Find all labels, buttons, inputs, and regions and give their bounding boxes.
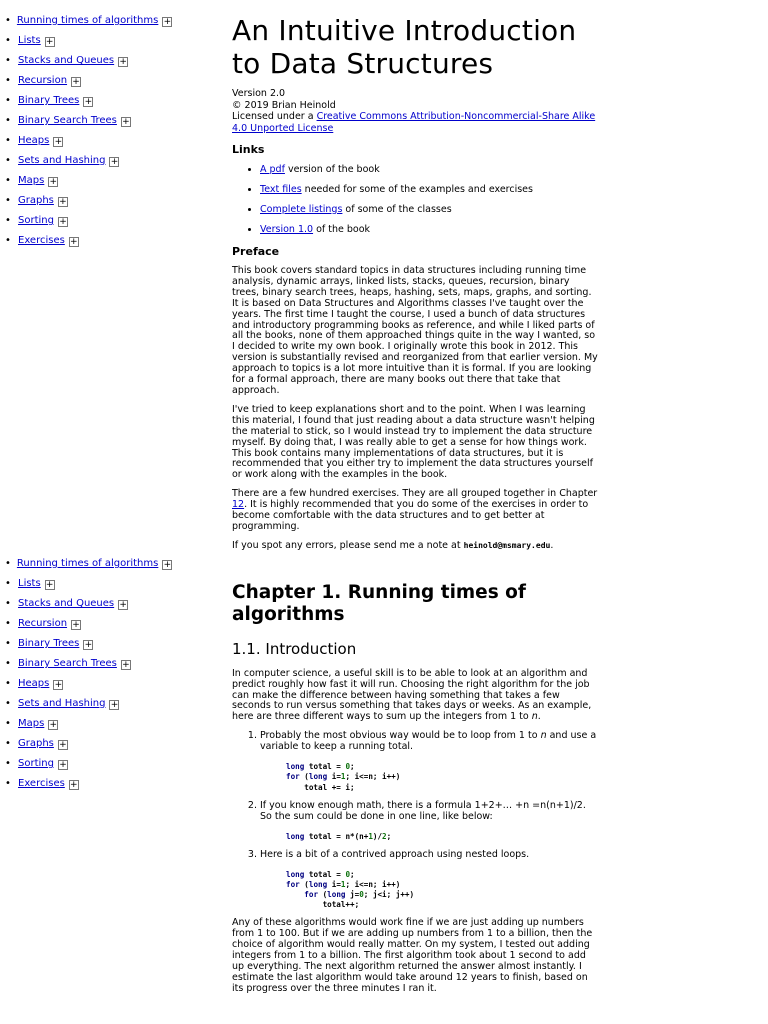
preface-paragraph: This book covers standard topics in data structures including running time analysis, dynamic arrays, linked lists, stacks, queues, recursion, binary trees, binary search trees, heaps, hashing, sets, maps, graphs, and sorting. It is based on Data Structures and Algorithms classes I've taught over the years. The first time I taught the course, I used a bunch of data structures and introductory programming books as reference, and while I liked parts of all the books, none of them approached things quite in the way I wanted, so I decided to write my own book. I originally wrote this book in 2012. This version is substantially revised and reorganized from that earlier version. My approach to topics is a lot more intuitive than it is formal. If you are looking for a formal approach, there are many books out there that take that approach. bbox=[232, 265, 598, 396]
toc-link[interactable]: Maps bbox=[18, 718, 45, 729]
toc-item bbox=[5, 717, 195, 730]
expand-icon[interactable]: + bbox=[70, 237, 78, 247]
outro-paragraph: Any of these algorithms would work fine if we are just adding up numbers from 1 to 100. But if we are adding up numbers from 1 to a billion, then the choice of algorithm would really matter. On my system, I tested out adding integers from 1 to a billion. The first algorithm took about 1 second to add up everything. The next algorithm returned the answer almost instantly. I estimate the last algorithm would take around 12 years to finish, based on its progress over the three minutes I ran it. bbox=[232, 917, 593, 994]
section-title: 1.1. Introduction bbox=[232, 639, 357, 658]
toc-item bbox=[5, 214, 195, 227]
preface-paragraph: There are a few hundred exercises. They are all grouped together in Chapter 12. It is highly recommended that you do some of the exercises in order to become comfortable with the data structures and to get better at programming. bbox=[232, 488, 598, 532]
toc-item bbox=[5, 194, 195, 207]
toc-link-running-times[interactable]: Running times of algorithms bbox=[16, 15, 159, 26]
method-item: 2. If you know enough math, there is a formula 1+2+… +n =n(n+1)/2. So the sum could be done in one line, like below: long total = n*(n+1)/2; bbox=[260, 801, 598, 842]
toc-link[interactable]: Maps bbox=[18, 175, 45, 186]
links-item: • Complete listings of some of the classes bbox=[260, 204, 598, 215]
preface-paragraph: If you spot any errors, please send me a note at heinold@msmary.edu. bbox=[232, 539, 554, 551]
email-address: heinold@msmary.edu bbox=[463, 540, 551, 550]
copyright-text: © 2019 Brian Heinold bbox=[232, 99, 336, 111]
toc-item bbox=[5, 617, 195, 630]
toc-link[interactable]: Lists bbox=[18, 578, 41, 589]
links-item: • A pdf version of the book bbox=[260, 164, 598, 175]
links-heading: Links bbox=[232, 143, 265, 156]
toc-item bbox=[5, 757, 195, 770]
toc-link[interactable]: Heaps bbox=[18, 678, 50, 689]
version-1-link[interactable]: Version 1.0 bbox=[260, 224, 314, 235]
links-item: • Version 1.0 of the book bbox=[260, 224, 598, 235]
expand-icon[interactable]: + bbox=[59, 197, 67, 207]
toc-link[interactable]: Binary Trees bbox=[18, 95, 80, 106]
toc-item bbox=[5, 597, 195, 610]
toc-link[interactable]: Sorting bbox=[18, 215, 54, 226]
code-block: long total = 0; for (long i=1; i<=n; i++) total += i; bbox=[286, 762, 401, 792]
expand-icon[interactable]: + bbox=[119, 57, 127, 67]
expand-icon[interactable]: + bbox=[54, 137, 63, 147]
intro-paragraph: In computer science, a useful skill is to be able to look at an algorithm and predict roughly how fast it will run. Choosing the right algorithm for the job can make the difference between having something that takes a few seconds to run versus something that takes days or weeks. As an example, here are three different ways to sum up the integers from 1 to n. bbox=[232, 667, 592, 723]
toc-item bbox=[5, 577, 195, 590]
toc-item bbox=[5, 677, 195, 690]
toc-item bbox=[5, 657, 195, 670]
expand-icon[interactable]: + bbox=[49, 177, 58, 187]
toc-link[interactable]: Stacks and Queues bbox=[18, 55, 115, 66]
chapter-title: Chapter 1. Running times of algorithms bbox=[232, 581, 526, 625]
toc-link[interactable]: Sorting bbox=[18, 758, 54, 769]
license-link[interactable]: Creative Commons Attribution-Noncommercial-Share Alike 4.0 Unported License bbox=[232, 111, 596, 134]
version-text: Version 2.0 bbox=[232, 88, 286, 99]
toc-list bbox=[5, 34, 195, 247]
expand-icon[interactable]: + bbox=[163, 560, 172, 570]
toc-item bbox=[5, 234, 195, 247]
table-of-contents-repeat bbox=[5, 557, 195, 797]
expand-icon[interactable]: + bbox=[70, 780, 78, 790]
toc-link[interactable]: Lists bbox=[18, 35, 41, 46]
expand-icon[interactable]: + bbox=[84, 640, 93, 650]
toc-link[interactable]: Sets and Hashing bbox=[18, 698, 106, 709]
expand-icon[interactable]: + bbox=[110, 700, 119, 710]
toc-link[interactable]: Stacks and Queues bbox=[18, 598, 115, 609]
expand-icon[interactable]: + bbox=[59, 740, 67, 750]
expand-icon[interactable]: + bbox=[122, 117, 130, 127]
toc-link[interactable]: Binary Search Trees bbox=[18, 115, 117, 126]
table-of-contents bbox=[5, 14, 195, 254]
toc-item bbox=[5, 174, 195, 187]
toc-item bbox=[5, 777, 195, 790]
links-list bbox=[232, 164, 598, 235]
main-content bbox=[232, 14, 598, 1003]
links-item: • Text files needed for some of the examples and exercises bbox=[260, 184, 598, 195]
toc-item bbox=[5, 54, 195, 67]
expand-icon[interactable]: + bbox=[84, 97, 93, 107]
toc-item bbox=[5, 134, 195, 147]
toc-link[interactable]: Recursion bbox=[18, 618, 68, 629]
text-files-link[interactable]: Text files bbox=[260, 184, 302, 195]
toc-link-running-times[interactable]: Running times of algorithms bbox=[16, 558, 159, 569]
toc-item bbox=[5, 737, 195, 750]
toc-link[interactable]: Exercises bbox=[18, 235, 65, 246]
toc-item bbox=[5, 94, 195, 107]
expand-icon[interactable]: + bbox=[59, 760, 67, 770]
toc-item bbox=[5, 154, 195, 167]
toc-item bbox=[5, 697, 195, 710]
toc-link[interactable]: Exercises bbox=[18, 778, 65, 789]
expand-icon[interactable]: + bbox=[45, 580, 54, 590]
expand-icon[interactable]: + bbox=[54, 680, 63, 690]
chapter-12-link[interactable]: 12 bbox=[232, 499, 245, 511]
expand-icon[interactable]: + bbox=[122, 660, 130, 670]
toc-item bbox=[5, 74, 195, 87]
expand-icon[interactable]: + bbox=[72, 620, 80, 630]
toc-link[interactable]: Binary Search Trees bbox=[18, 658, 117, 669]
method-item: 1. Probably the most obvious way would be to loop from 1 to n and use a variable to keep a running total. long total = 0; for (long i=1; i<=n; i++) total += i; bbox=[260, 731, 598, 792]
toc-item bbox=[5, 637, 195, 650]
toc-item-running-times bbox=[5, 557, 195, 570]
toc-item-running-times bbox=[5, 14, 195, 27]
expand-icon[interactable]: + bbox=[45, 37, 54, 47]
page-title: An Intuitive Introduction to Data Structures bbox=[232, 14, 577, 80]
pdf-link[interactable]: A pdf bbox=[260, 164, 285, 175]
code-block: long total = n*(n+1)/2; bbox=[286, 831, 392, 841]
toc-link[interactable]: Graphs bbox=[18, 195, 54, 206]
expand-icon[interactable]: + bbox=[59, 217, 67, 227]
license-text: Licensed under a Creative Commons Attribution-Noncommercial-Share Alike 4.0 Unported License bbox=[232, 111, 596, 134]
toc-item bbox=[5, 34, 195, 47]
toc-link[interactable]: Graphs bbox=[18, 738, 54, 749]
toc-list bbox=[5, 577, 195, 790]
preface-heading: Preface bbox=[232, 245, 280, 258]
complete-listings-link[interactable]: Complete listings bbox=[260, 204, 343, 215]
toc-link[interactable]: Binary Trees bbox=[18, 638, 80, 649]
toc-link[interactable]: Heaps bbox=[18, 135, 50, 146]
expand-icon[interactable]: + bbox=[110, 157, 119, 167]
toc-item bbox=[5, 114, 195, 127]
preface-paragraph: I've tried to keep explanations short and to the point. When I was learning this material, I found that just reading about a data structure wasn't helping the material to stick, so I would instead try to implement the data structure myself. By doing that, I was really able to get a sense for how things work. This book contains many implementations of data structures, but it is recommended that you either try to implement the data structures yourself or work along with the examples in the book. bbox=[232, 403, 595, 481]
expand-icon[interactable]: + bbox=[119, 600, 127, 610]
toc-link[interactable]: Recursion bbox=[18, 75, 68, 86]
expand-icon[interactable]: + bbox=[163, 17, 172, 27]
toc-link[interactable]: Sets and Hashing bbox=[18, 155, 106, 166]
method-item: 3. Here is a bit of a contrived approach using nested loops. long total = 0; for (long i=1; i<=n; i++) for (long j=0; j<i; j++) total++; bbox=[260, 850, 598, 911]
code-block: long total = 0; for (long i=1; i<=n; i++) for (long j=0; j<i; j++) total++; bbox=[286, 869, 415, 910]
expand-icon[interactable]: + bbox=[72, 77, 80, 87]
methods-list bbox=[232, 731, 598, 910]
expand-icon[interactable]: + bbox=[49, 720, 58, 730]
